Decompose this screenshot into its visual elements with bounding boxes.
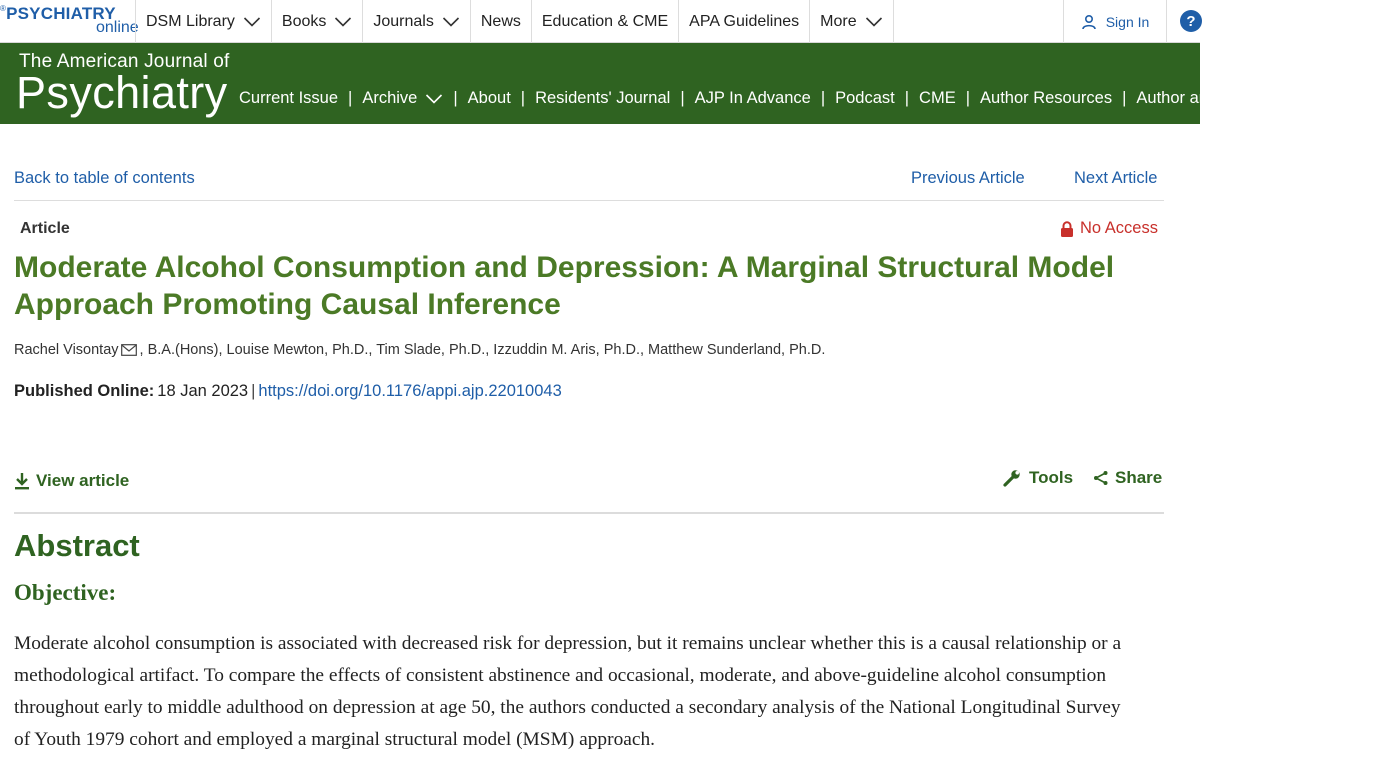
top-nav-label: Education & CME bbox=[541, 12, 669, 30]
chevron-down-icon bbox=[334, 16, 352, 28]
journal-nav-item-archive[interactable] bbox=[362, 89, 443, 108]
published-date: 18 Jan 2023 bbox=[157, 382, 249, 400]
logo-line1: ®PSYCHIATRY bbox=[0, 4, 116, 23]
journal-header bbox=[0, 43, 1378, 124]
share-button[interactable] bbox=[1093, 468, 1162, 488]
journal-nav-item-author-resources[interactable] bbox=[980, 89, 1112, 108]
mail-icon[interactable] bbox=[121, 344, 137, 356]
no-access-label: No Access bbox=[1080, 219, 1158, 237]
separator: | bbox=[251, 382, 256, 400]
doi-link[interactable]: https://doi.org/10.1176/appi.ajp.22010043 bbox=[258, 382, 562, 400]
tools-button[interactable] bbox=[1003, 468, 1073, 488]
no-access-badge bbox=[1060, 219, 1158, 238]
share-icon bbox=[1093, 470, 1109, 486]
journal-nav-label: Residents' Journal bbox=[535, 89, 671, 107]
top-nav-item-more[interactable] bbox=[810, 0, 893, 43]
journal-nav bbox=[239, 89, 1378, 108]
top-nav-label: APA Guidelines bbox=[689, 12, 800, 30]
nav-separator: | bbox=[453, 89, 458, 107]
abstract-heading: Abstract bbox=[14, 528, 140, 563]
publication-info bbox=[14, 382, 562, 401]
top-nav-item-dsm-library[interactable] bbox=[135, 0, 272, 43]
lock-icon bbox=[1060, 221, 1074, 237]
wrench-icon bbox=[1003, 469, 1021, 487]
published-label: Published Online: bbox=[14, 382, 155, 400]
share-label: Share bbox=[1115, 468, 1163, 487]
nav-separator: | bbox=[965, 89, 971, 107]
journal-nav-item-podcast[interactable] bbox=[835, 89, 895, 108]
sign-in-label: Sign In bbox=[1105, 13, 1150, 30]
journal-nav-label: CME bbox=[919, 89, 956, 107]
article-type-label: Article bbox=[20, 220, 70, 237]
top-nav-item-journals[interactable] bbox=[363, 0, 470, 43]
download-icon bbox=[14, 472, 30, 490]
nav-separator: | bbox=[904, 89, 910, 107]
user-icon bbox=[1081, 14, 1097, 30]
divider bbox=[14, 200, 1164, 201]
journal-nav-label: Author and Reviewer Information bbox=[1136, 89, 1378, 107]
view-article-label: View article bbox=[36, 471, 130, 490]
journal-subtitle[interactable]: The American Journal of bbox=[19, 51, 230, 72]
objective-text: Moderate alcohol consumption is associated with decreased risk for depression, but it remains unclear whether this is a causal relationship or a methodological artifact. To compare the effects of consistent abstinence and occasional, moderate, and above-guideline alcohol consumption throughout early to middle adulthood on depression at age 50, the authors conducted a secondary analysis of the National Longitudinal Survey of Youth 1979 cohort and employed a marginal structural model (MSM) approach. bbox=[14, 633, 1122, 750]
chevron-down-icon bbox=[243, 16, 261, 28]
nav-separator: | bbox=[348, 89, 353, 107]
help-button[interactable] bbox=[1180, 10, 1202, 32]
tools-label: Tools bbox=[1029, 468, 1074, 487]
top-nav-item-education-cme[interactable] bbox=[532, 0, 679, 43]
top-nav-item-news[interactable] bbox=[471, 0, 532, 43]
help-icon: ? bbox=[1186, 12, 1196, 30]
next-article-link[interactable]: Next Article bbox=[1074, 169, 1158, 187]
top-nav-label: DSM Library bbox=[146, 12, 235, 30]
journal-nav-label: About bbox=[467, 89, 511, 107]
site-topbar bbox=[0, 0, 1200, 43]
nav-separator: | bbox=[680, 89, 685, 107]
chevron-down-icon bbox=[865, 16, 883, 28]
previous-article-link[interactable]: Previous Article bbox=[911, 169, 1025, 187]
top-nav-label: Books bbox=[281, 12, 327, 30]
objective-heading: Objective: bbox=[14, 580, 117, 605]
chevron-down-icon bbox=[442, 16, 460, 28]
journal-nav-label: AJP In Advance bbox=[694, 89, 811, 107]
top-nav-item-apa-guidelines[interactable] bbox=[679, 0, 810, 43]
other-authors[interactable]: , B.A.(Hons), Louise Mewton, Ph.D., Tim Slade, Ph.D., Izzuddin M. Aris, Ph.D., Matthew Sunderland, Ph.D. bbox=[139, 342, 826, 358]
journal-nav-item-about[interactable] bbox=[468, 89, 511, 108]
journal-nav-item-residents-journal[interactable] bbox=[535, 89, 670, 108]
journal-title[interactable]: Psychiatry bbox=[16, 67, 228, 118]
journal-nav-item-ajp-in-advance[interactable] bbox=[695, 89, 811, 108]
back-to-toc-link[interactable]: Back to table of contents bbox=[14, 169, 195, 187]
top-nav bbox=[135, 0, 894, 43]
journal-nav-item-cme[interactable] bbox=[919, 89, 956, 108]
journal-nav-label: Podcast bbox=[835, 89, 895, 107]
article-title: Moderate Alcohol Consumption and Depression: A Marginal Structural Model Approach Promoting Causal Inference bbox=[14, 251, 1115, 321]
journal-nav-item-current-issue[interactable] bbox=[239, 89, 338, 108]
nav-separator: | bbox=[820, 89, 826, 107]
psychiatry-online-logo[interactable] bbox=[0, 4, 139, 40]
top-nav-label: News bbox=[480, 12, 521, 30]
logo-line2: online bbox=[96, 19, 139, 36]
journal-nav-item-author-and-reviewer-information[interactable] bbox=[1136, 89, 1377, 108]
journal-nav-label: Author Resources bbox=[980, 89, 1113, 107]
journal-nav-label: Archive bbox=[362, 89, 418, 107]
chevron-down-icon bbox=[425, 93, 443, 105]
divider bbox=[14, 512, 1164, 514]
top-nav-label: More bbox=[820, 12, 857, 30]
sign-in-button[interactable] bbox=[1063, 0, 1167, 43]
view-article-button[interactable] bbox=[14, 471, 129, 491]
first-author-link[interactable]: Rachel Visontay bbox=[14, 342, 119, 358]
journal-nav-label: Current Issue bbox=[239, 89, 339, 107]
nav-separator: | bbox=[1122, 89, 1127, 107]
top-nav-label: Journals bbox=[373, 12, 434, 30]
top-nav-item-books[interactable] bbox=[272, 0, 363, 43]
nav-separator: | bbox=[520, 89, 526, 107]
author-list bbox=[14, 342, 825, 358]
